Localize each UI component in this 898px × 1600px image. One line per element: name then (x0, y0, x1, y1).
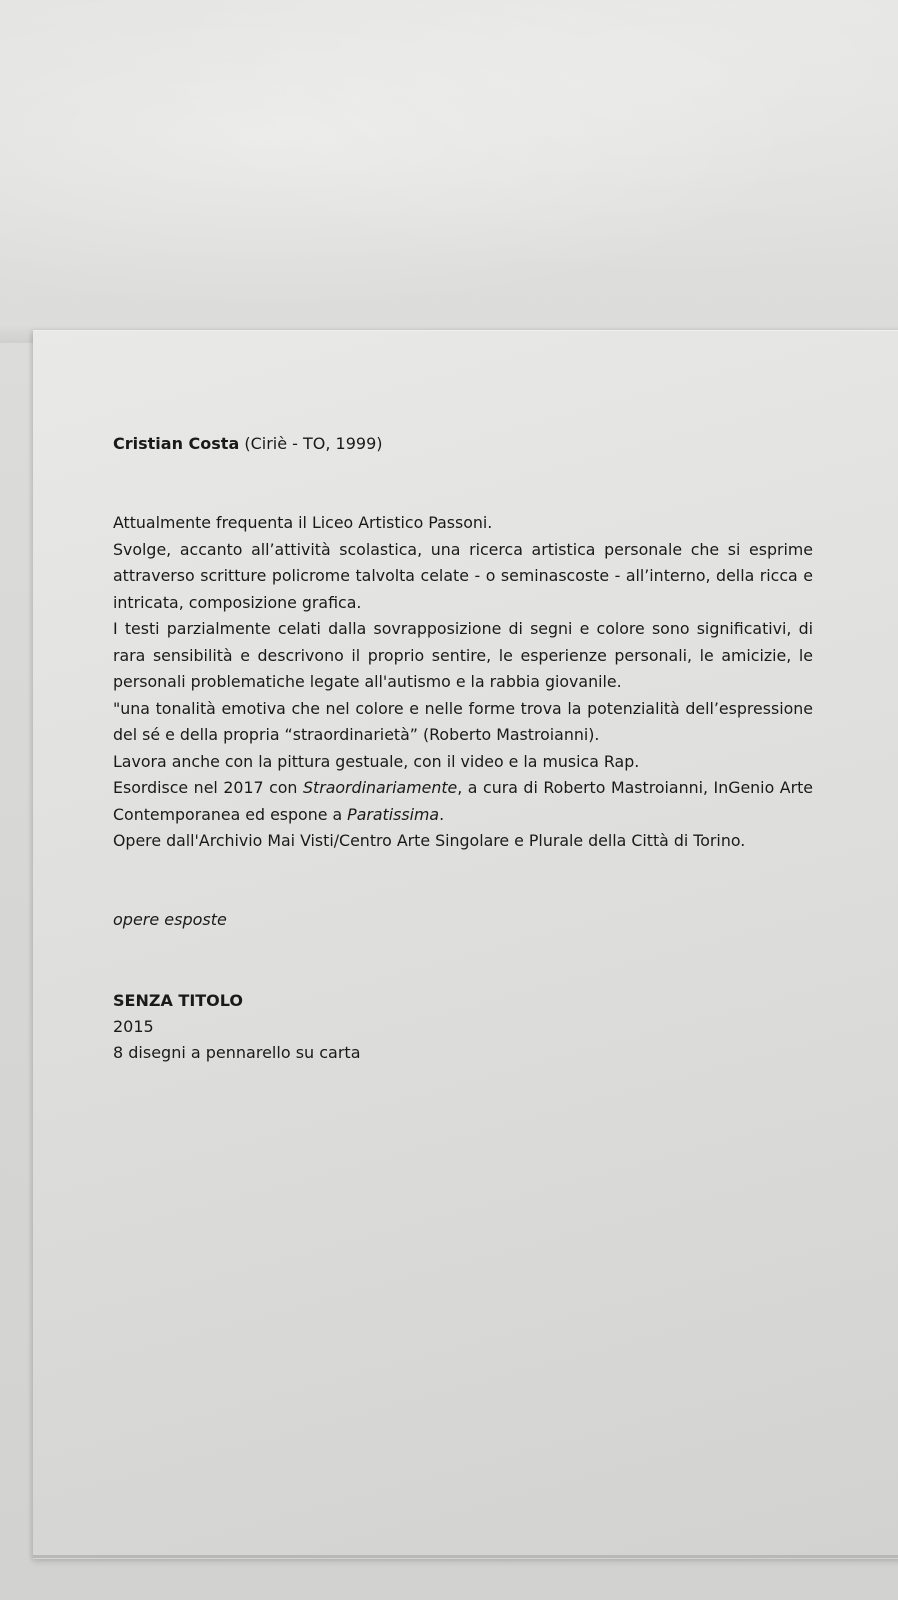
work-medium: 8 disegni a pennarello su carta (113, 1043, 361, 1062)
exhibition-title: Straordinariamente (302, 778, 458, 797)
work-entry (113, 988, 361, 1066)
wall-background (0, 0, 898, 340)
bio-paragraph-7: Opere dall'Archivio Mai Visti/Centro Arte Singolare e Plurale della Città di Torino. (113, 831, 746, 850)
work-year: 2015 (113, 1017, 154, 1036)
artist-header (113, 434, 383, 453)
bio-paragraph-4: "una tonalità emotiva che nel colore e nelle forme trova la potenzialità dell’espressione del sé e della propria “straordinarietà” (Roberto Mastroianni). (113, 698, 813, 744)
bio-paragraph-6-part-c: . (439, 804, 445, 824)
bio-paragraph-6 (113, 775, 813, 828)
bio-paragraph-2: Svolge, accanto all’attività scolastica, una ricerca artistica personale che si esprime attraverso scritture policrome talvolta celate - o seminascoste - all’interno, della ricca e intricata, composizione grafica. (113, 539, 813, 612)
bio-paragraph-6-part-b: , a cura di Roberto Mastroianni, InGenio Arte Contemporanea ed espone a (113, 778, 813, 824)
placard-bottom-edge (33, 1555, 898, 1558)
bio-paragraph-3: I testi parzialmente celati dalla sovrapposizione di segni e colore sono significativi, di rara sensibilità e descrivono il proprio sentire, le esperienze personali, le amicizie, le personali problematiche legate all'autismo e la rabbia giovanile. (113, 619, 813, 691)
bio-paragraph-1: Attualmente frequenta il Liceo Artistico Passoni. (113, 513, 493, 532)
works-section-label: opere esposte (113, 910, 227, 929)
bio-paragraph-6-part-a: Esordisce nel 2017 con (113, 778, 303, 797)
work-title: SENZA TITOLO (113, 991, 244, 1010)
artist-bio (113, 510, 813, 855)
artist-name: Cristian Costa (113, 434, 240, 453)
artist-details: (Ciriè - TO, 1999) (244, 434, 383, 453)
bio-paragraph-5: Lavora anche con la pittura gestuale, con il video e la musica Rap. (113, 751, 640, 771)
event-title: Paratissima (347, 804, 440, 824)
